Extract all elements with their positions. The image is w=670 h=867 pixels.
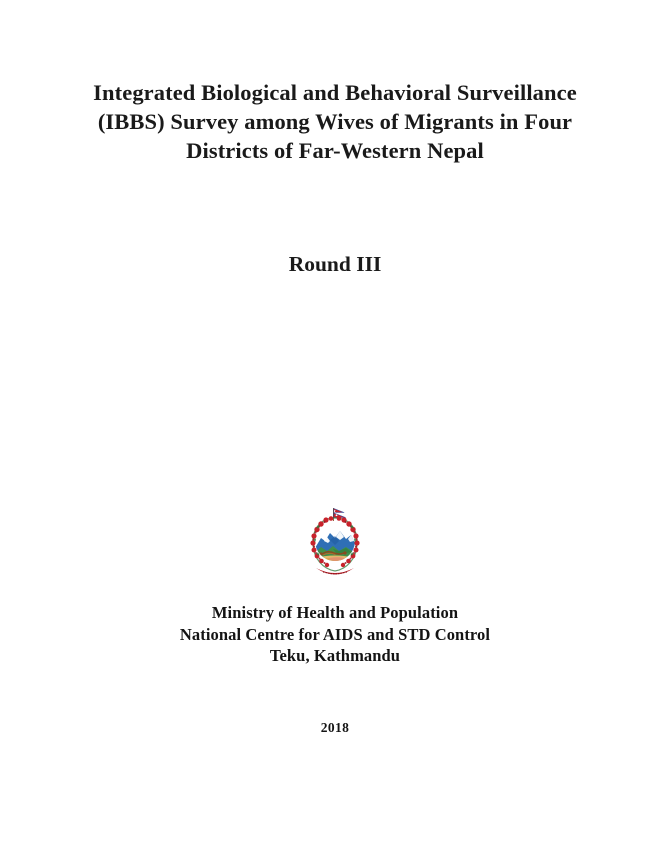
publication-year xyxy=(0,719,670,737)
emblem-container xyxy=(0,505,670,585)
organization-ministry: Ministry of Health and Population xyxy=(211,603,459,622)
round-label: Round III xyxy=(288,252,382,276)
survey-round-subtitle xyxy=(0,250,670,278)
year-value: 2018 xyxy=(320,720,350,735)
publisher-organization xyxy=(0,602,670,667)
emblem-motto-ribbon xyxy=(316,568,354,575)
organization-centre: National Centre for AIDS and STD Control xyxy=(179,624,491,644)
nepal-coat-of-arms-emblem xyxy=(308,505,362,585)
title-line-1: Integrated Biological and Behavioral Surveillance xyxy=(93,80,577,105)
document-title xyxy=(0,78,670,165)
title-line-2: (IBBS) Survey among Wives of Migrants in Four xyxy=(97,109,573,134)
title-line-3: Districts of Far-Western Nepal xyxy=(186,138,484,163)
organization-address: Teku, Kathmandu xyxy=(269,646,401,665)
